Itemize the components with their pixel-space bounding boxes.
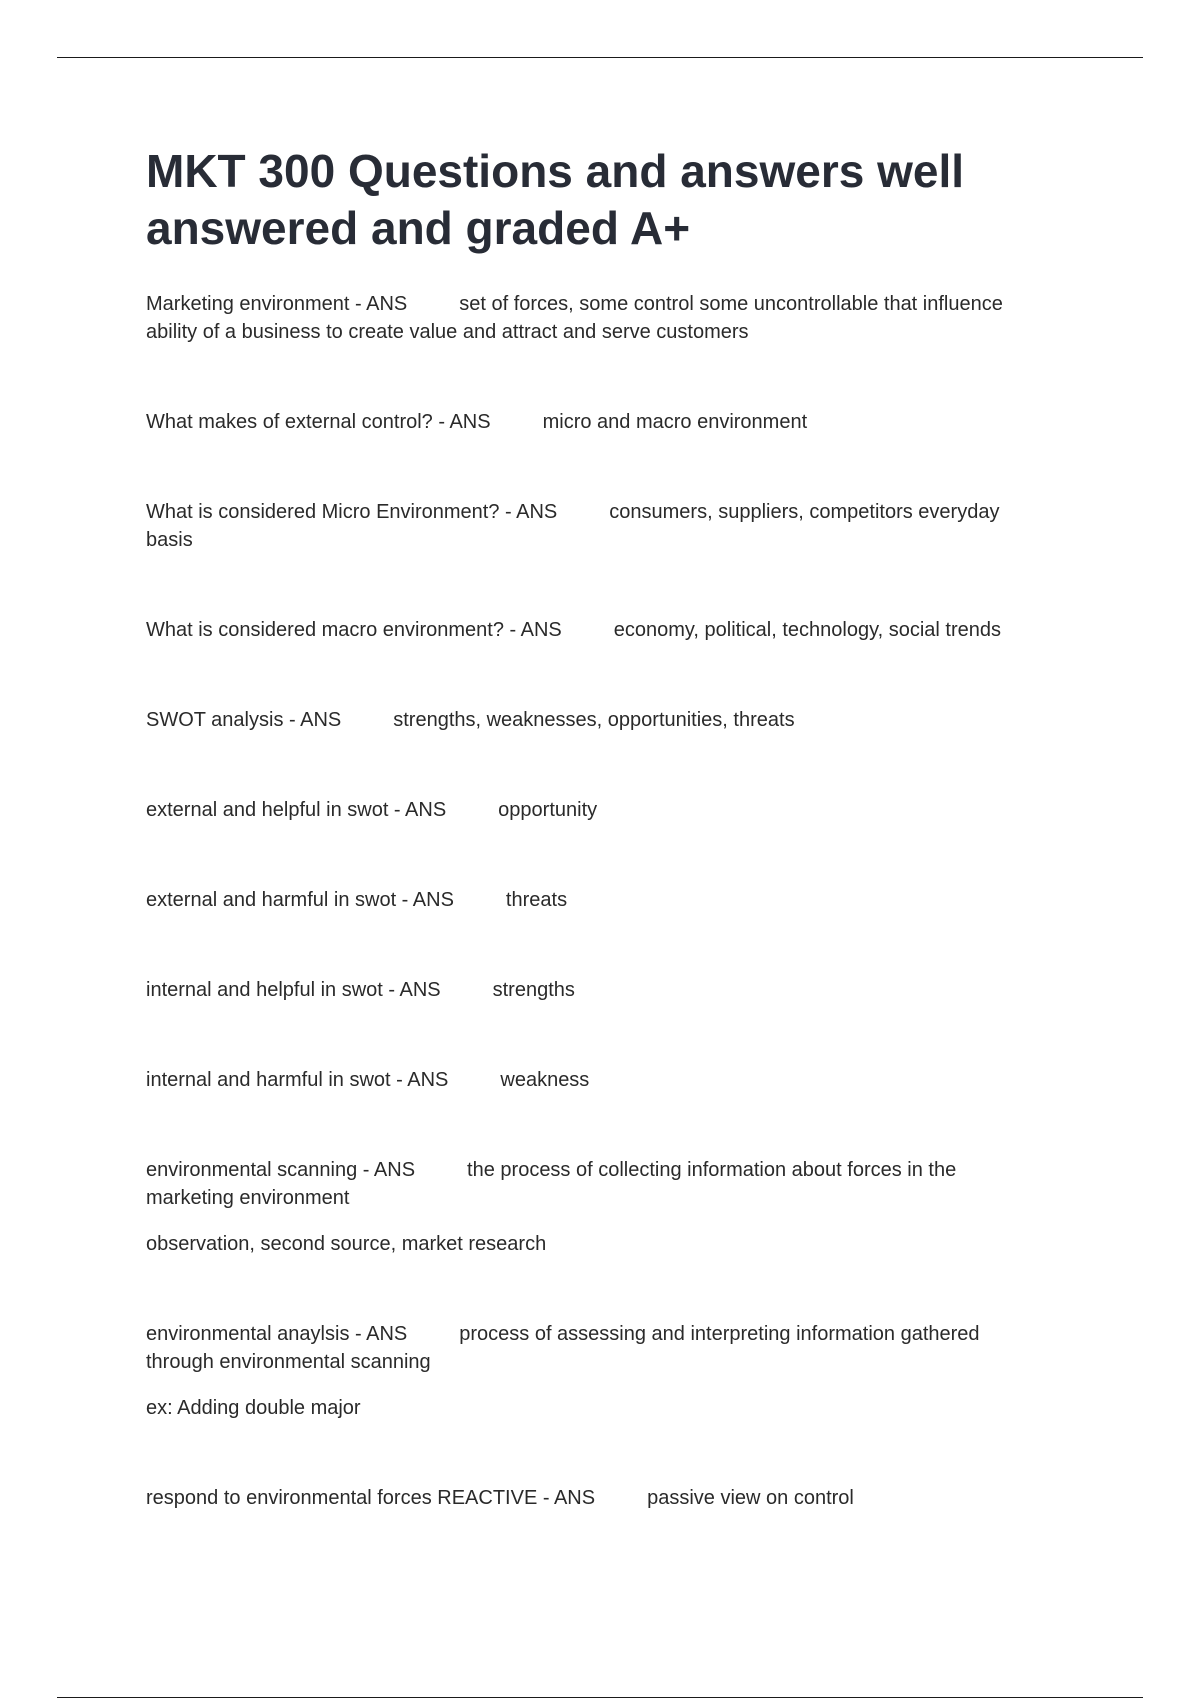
question: environmental scanning - ANS — [146, 1159, 416, 1181]
qa-entry — [146, 290, 1046, 346]
qa-entry — [146, 976, 1046, 1004]
answer: the process of collecting information about forces in the marketing environment — [146, 1159, 957, 1209]
bottom-rule — [57, 1697, 1143, 1698]
qa-entry — [146, 796, 1046, 824]
qa-entry — [146, 616, 1046, 644]
answer: strengths, weaknesses, opportunities, threats — [393, 709, 795, 731]
qa-entry — [146, 408, 1046, 436]
answer-note: observation, second source, market research — [146, 1233, 547, 1255]
question: internal and harmful in swot - ANS — [146, 1069, 449, 1091]
answer: weakness — [500, 1069, 590, 1091]
top-rule — [57, 57, 1143, 58]
question: SWOT analysis - ANS — [146, 709, 342, 731]
answer: opportunity — [498, 799, 598, 821]
answer: threats — [505, 889, 568, 911]
question: internal and helpful in swot - ANS — [146, 979, 441, 1001]
answer: strengths — [492, 979, 575, 1001]
qa-list — [146, 290, 1046, 1574]
answer: passive view on control — [647, 1487, 854, 1509]
answer: consumers, suppliers, competitors everyday basis — [146, 501, 1000, 551]
answer: set of forces, some control some uncontrollable that influence ability of a business to create value and attract and serve customers — [146, 293, 1003, 343]
qa-entry — [146, 1066, 1046, 1094]
question: environmental anaylsis - ANS — [146, 1323, 408, 1345]
question: respond to environmental forces REACTIVE - ANS — [146, 1487, 596, 1509]
qa-entry — [146, 706, 1046, 734]
document-title: MKT 300 Questions and answers well answered and graded A+ — [146, 145, 965, 254]
question: external and helpful in swot - ANS — [146, 799, 447, 821]
question: external and harmful in swot - ANS — [146, 889, 454, 911]
qa-entry — [146, 1484, 1046, 1512]
qa-entry — [146, 498, 1046, 554]
answer: micro and macro environment — [542, 411, 808, 433]
answer: economy, political, technology, social trends — [613, 619, 1001, 641]
answer-note: ex: Adding double major — [146, 1397, 361, 1419]
qa-entry — [146, 886, 1046, 914]
answer: process of assessing and interpreting information gathered through environmental scanning — [146, 1323, 980, 1373]
question: What makes of external control? - ANS — [146, 411, 491, 433]
qa-entry — [146, 1320, 1046, 1422]
question: What is considered macro environment? - ANS — [146, 619, 562, 641]
question: What is considered Micro Environment? - ANS — [146, 501, 558, 523]
qa-entry — [146, 1156, 1046, 1258]
question: Marketing environment - ANS — [146, 293, 408, 315]
